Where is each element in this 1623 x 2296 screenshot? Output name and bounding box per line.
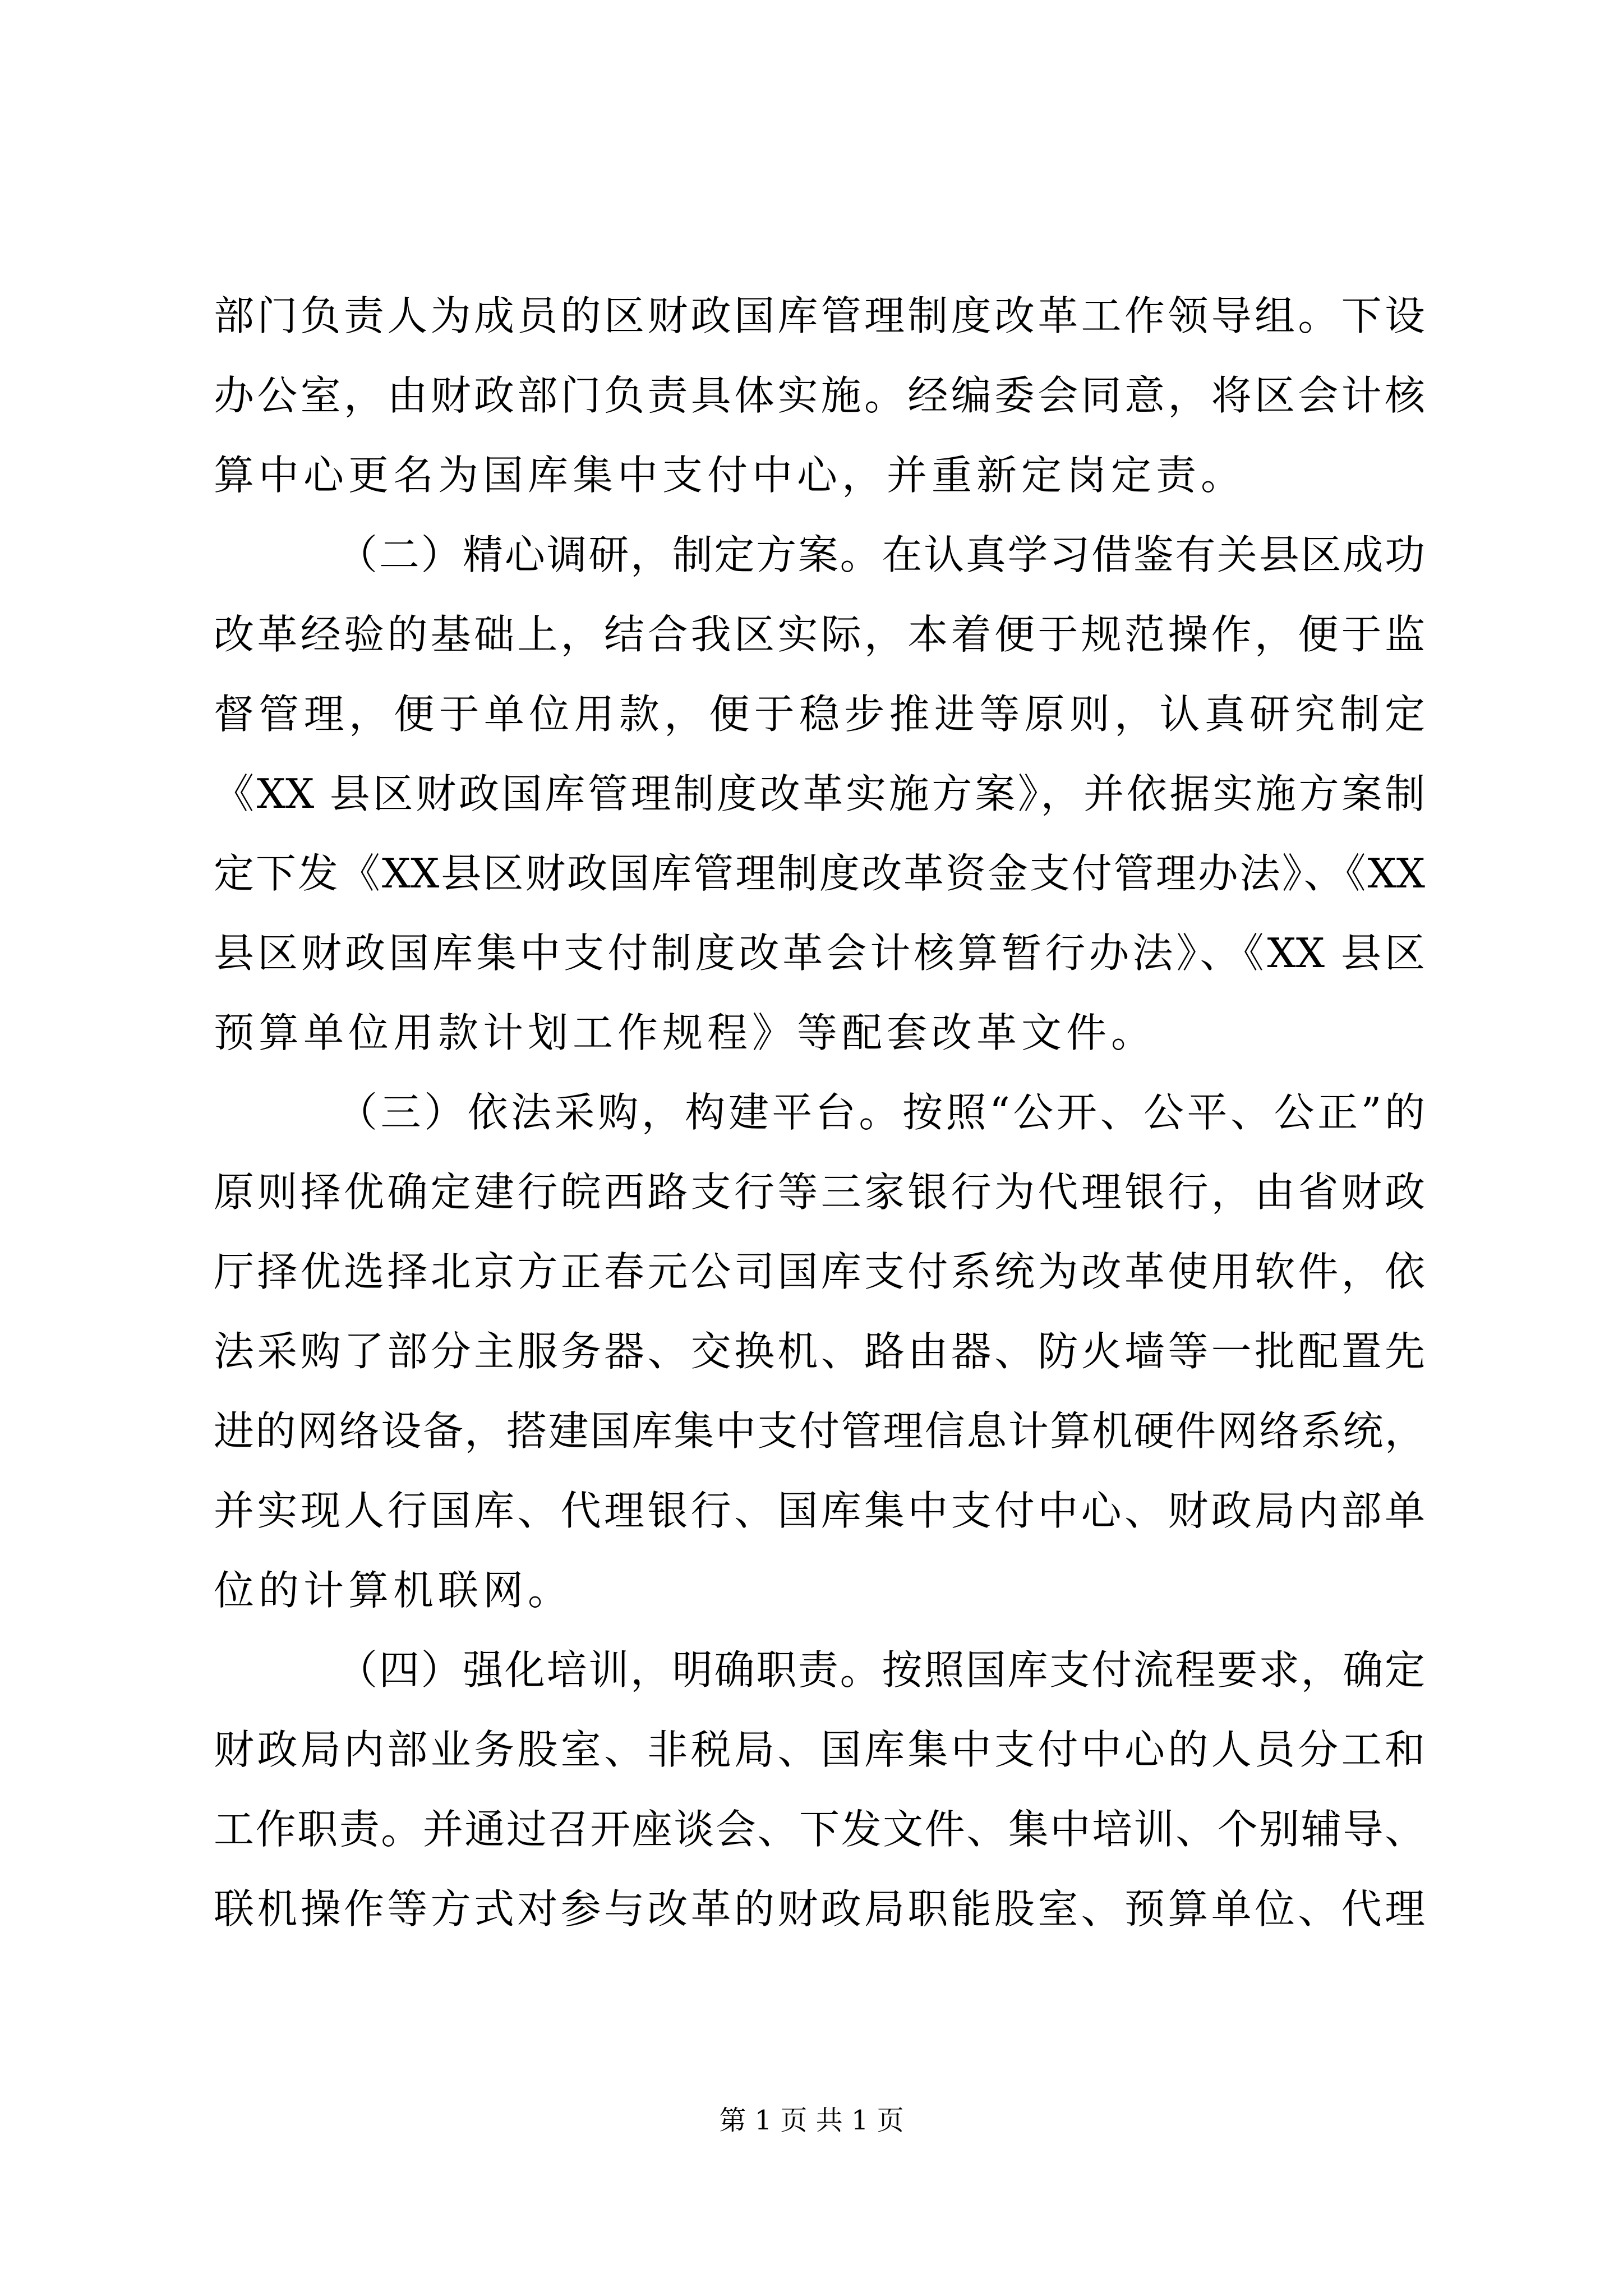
text-line: 算中心更名为国库集中支付中心，并重新定岗定责。 (214, 452, 1246, 499)
text-line: 厅择优选择北京方正春元公司国库支付系统为改革使用软件，依 (214, 1248, 1425, 1295)
page-number-footer: 第 1 页 共 1 页 (719, 2105, 904, 2136)
text-line: 县区财政国库集中支付制度改革会计核算暂行办法》、《XX 县区 (214, 930, 1425, 977)
text-line: 《XX 县区财政国库管理制度改革实施方案》，并依据实施方案制 (214, 770, 1425, 817)
text-line: 改革经验的基础上，结合我区实际，本着便于规范操作，便于监 (214, 611, 1425, 658)
text-line: 督管理，便于单位用款，便于稳步推进等原则，认真研究制定 (214, 691, 1425, 738)
document-body (214, 276, 1425, 1949)
text-line: 进的网络设备，搭建国库集中支付管理信息计算机硬件网络系统， (214, 1407, 1425, 1455)
paragraph-heading-line: （三）依法采购，构建平台。按照“公开、公平、公正”的 (337, 1089, 1425, 1136)
paragraph-heading-line: （四）强化培训，明确职责。按照国库支付流程要求，确定 (337, 1646, 1425, 1694)
text-line: 部门负责人为成员的区财政国库管理制度改革工作领导组。下设 (214, 292, 1425, 339)
text-line: 办公室，由财政部门负责具体实施。经编委会同意，将区会计核 (214, 372, 1425, 419)
text-line: 原则择优确定建行皖西路支行等三家银行为代理银行，由省财政 (214, 1168, 1425, 1216)
text-line: 工作职责。并通过召开座谈会、下发文件、集中培训、个别辅导、 (214, 1806, 1425, 1853)
text-line: 定下发《XX县区财政国库管理制度改革资金支付管理办法》、《XX (214, 850, 1425, 897)
paragraph-heading-line: （二）精心调研，制定方案。在认真学习借鉴有关县区成功 (337, 531, 1425, 578)
text-line: 联机操作等方式对参与改革的财政局职能股室、预算单位、代理 (214, 1885, 1425, 1932)
text-line: 位的计算机联网。 (214, 1567, 573, 1614)
text-line: 财政局内部业务股室、非税局、国库集中支付中心的人员分工和 (214, 1726, 1425, 1773)
text-line: 法采购了部分主服务器、交换机、路由器、防火墙等一批配置先 (214, 1328, 1425, 1375)
text-line: 并实现人行国库、代理银行、国库集中支付中心、财政局内部单 (214, 1487, 1425, 1534)
text-line: 预算单位用款计划工作规程》等配套改革文件。 (214, 1009, 1156, 1056)
